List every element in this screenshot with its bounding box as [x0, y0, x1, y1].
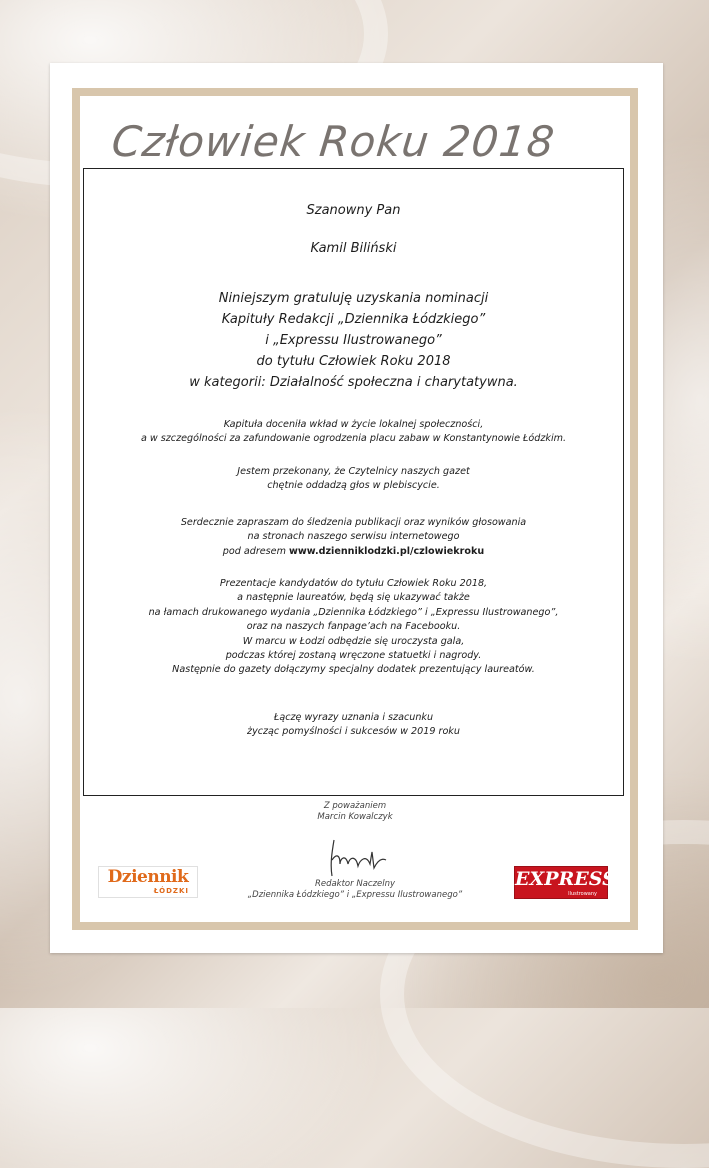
- signature-heading: [230, 801, 480, 823]
- address-prefix: pod adresem: [222, 545, 289, 557]
- paragraph-invitation: [84, 516, 623, 559]
- paragraph-line: Następnie do gazety dołączymy specjalny dodatek prezentujący laureatów.: [172, 664, 535, 676]
- paragraph-line: oraz na naszych fanpage’ach na Facebooku.: [246, 621, 461, 633]
- paragraph-line: W marcu w Łodzi odbędzie się uroczysta gala,: [242, 635, 465, 647]
- paragraph-line: a następnie laureatów, będą się ukazywać także: [237, 592, 470, 604]
- logo-text: ŁÓDZKI: [153, 887, 189, 895]
- paragraph-readers: [84, 465, 623, 494]
- website-url: www.dzienniklodzki.pl/czlowiekroku: [288, 545, 485, 557]
- paragraph-closing: [84, 711, 623, 740]
- handwritten-signature: [320, 830, 390, 880]
- certificate-title: Człowiek Roku 2018: [109, 117, 558, 166]
- paragraph-line: na stronach naszego serwisu internetowego: [247, 531, 460, 543]
- nomination-text: [84, 288, 623, 393]
- greeting: Szanowny Pan: [306, 203, 401, 218]
- letter-box: [83, 168, 624, 796]
- logo-text: Ilustrowany: [568, 891, 597, 897]
- paragraph-line: na łamach drukowanego wydania „Dziennika Łódzkiego” i „Expressu Ilustrowanego”,: [148, 606, 559, 618]
- nomination-line: Niniejszym gratuluję uzyskania nominacji: [218, 291, 489, 306]
- paragraph-line: Jestem przekonany, że Czytelnicy naszych gazet: [237, 466, 470, 477]
- paragraph-contribution: [84, 418, 623, 447]
- paragraph-line: Łączę wyrazy uznania i szacunku: [273, 712, 434, 723]
- paragraph-line: Kapituła doceniła wkład w życie lokalnej społeczności,: [223, 419, 484, 430]
- signature-line: Redaktor Naczelny: [314, 879, 396, 889]
- nomination-line: do tytułu Człowiek Roku 2018: [256, 354, 451, 369]
- signature-title: [230, 879, 480, 901]
- paragraph-line: a w szczególności za zafundowanie ogrodzenia placu zabaw w Konstantynowie Łódzkim.: [140, 433, 567, 445]
- signature-line: Marcin Kowalczyk: [317, 812, 393, 822]
- dziennik-lodzki-logo: [98, 866, 198, 898]
- express-ilustrowany-logo: [514, 866, 616, 899]
- paragraph-line: Serdecznie zapraszam do śledzenia publikacji oraz wyników głosowania: [180, 517, 527, 528]
- nomination-line: w kategorii: Działalność społeczna i charytatywna.: [189, 375, 518, 390]
- paragraph-line: podczas której zostaną wręczone statuetki i nagrody.: [225, 650, 482, 662]
- signature-line: „Dziennika Łódzkiego” i „Expressu Ilustrowanego”: [247, 890, 463, 900]
- recipient-name: Kamil Biliński: [310, 241, 397, 256]
- signature-line: Z poważaniem: [323, 801, 387, 811]
- address-line: [84, 545, 623, 559]
- nomination-line: i „Expressu Ilustrowanego”: [265, 333, 442, 348]
- nomination-line: Kapituły Redakcji „Dziennika Łódzkiego”: [221, 312, 486, 327]
- logo-text: Dziennik: [107, 867, 189, 887]
- paragraph-line: chętnie oddadzą głos w plebiscycie.: [267, 480, 440, 492]
- paragraph-line: życząc pomyślności i sukcesów w 2019 roku: [247, 726, 460, 738]
- logo-text: EXPRESS: [515, 868, 616, 890]
- paragraph-line: Prezentacje kandydatów do tytułu Człowiek Roku 2018,: [219, 578, 488, 589]
- paragraph-presentations: [84, 577, 623, 678]
